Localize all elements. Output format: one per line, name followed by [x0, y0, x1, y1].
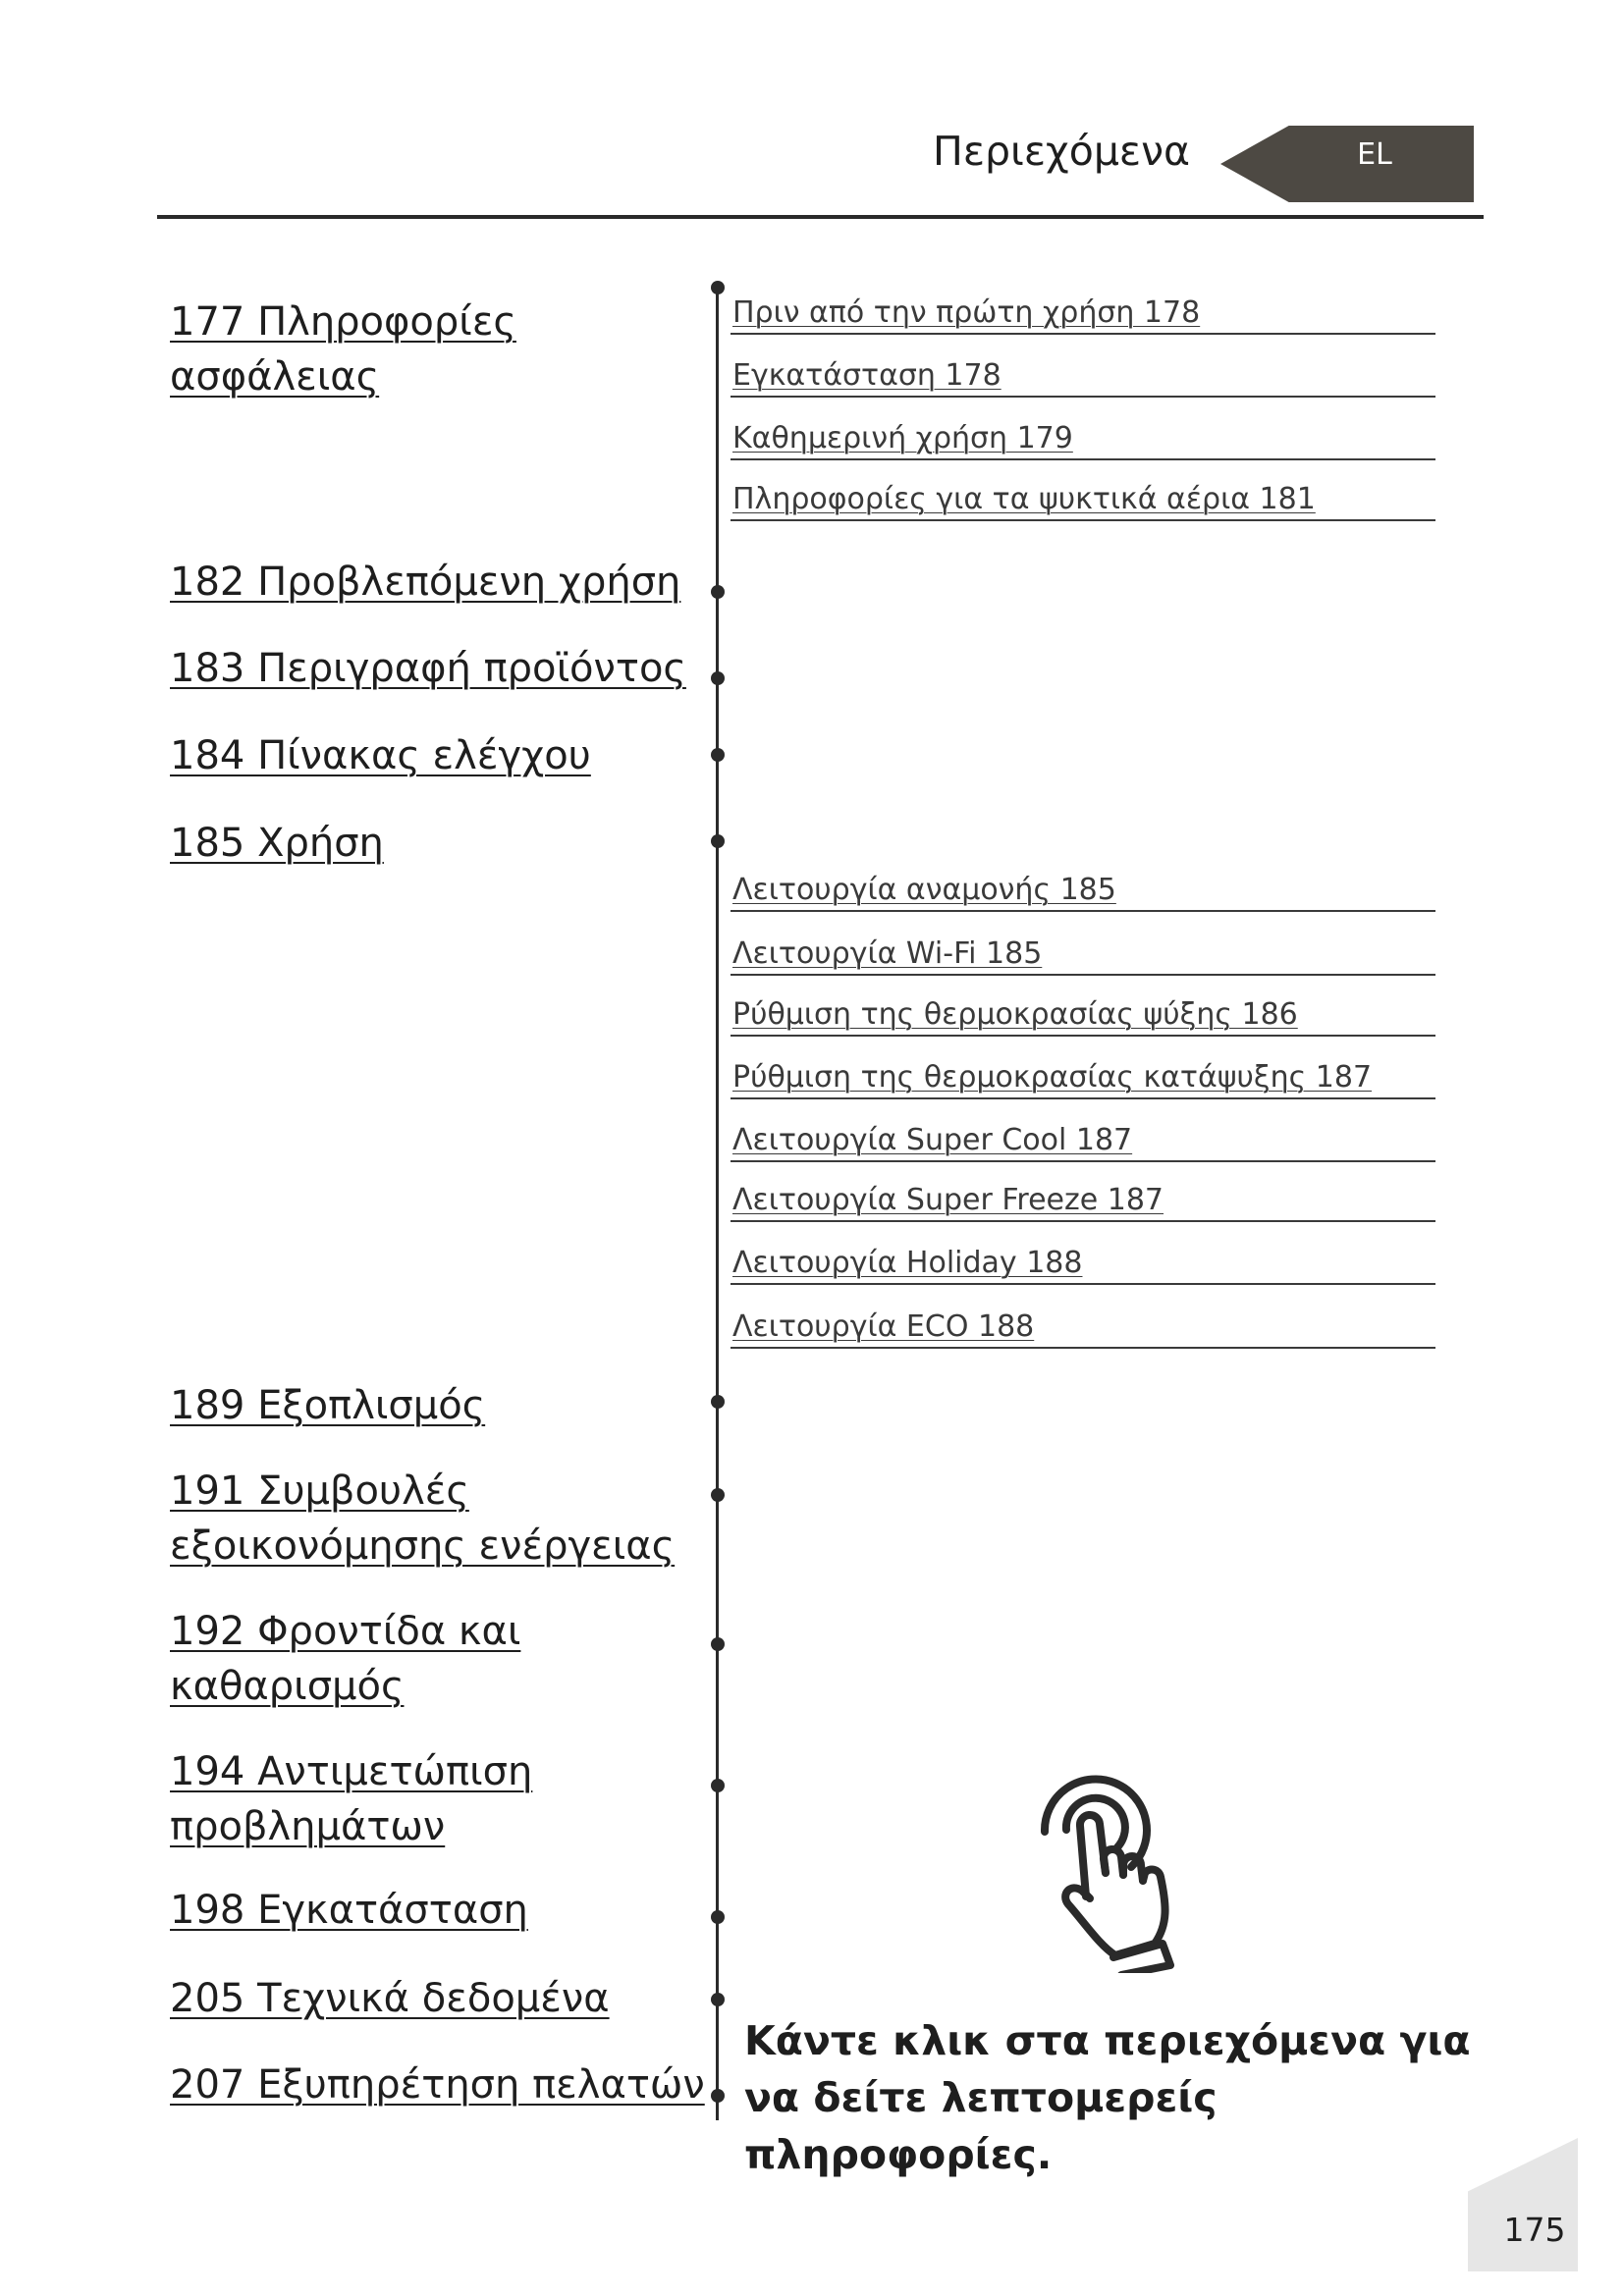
timeline-dot: [711, 1993, 725, 2006]
toc-sub-label: Καθημερινή χρήση 179: [732, 421, 1073, 455]
toc-link-customer-service[interactable]: 207 Εξυπηρέτηση πελατών: [170, 2062, 705, 2108]
toc-sub-label: Πληροφορίες για τα ψυκτικά αέρια 181: [732, 482, 1316, 516]
hint-text: Κάντε κλικ στα περιεχόμενα για να δείτε λεπτομερείς πληροφορίες.: [744, 2017, 1471, 2178]
toc-sub-label: Ρύθμιση της θερμοκρασίας ψύξης 186: [732, 997, 1298, 1032]
language-label: EL: [1357, 137, 1392, 172]
timeline-dot: [711, 1395, 725, 1409]
toc-sub-label: Πριν από την πρώτη χρήση 178: [732, 295, 1201, 330]
toc-sub-label: Ρύθμιση της θερμοκρασίας κατάψυξης 187: [732, 1060, 1373, 1095]
toc-sub-label: Λειτουργία αναμονής 185: [732, 873, 1116, 907]
timeline-dot: [711, 834, 725, 848]
toc-sub-link[interactable]: [731, 419, 1435, 460]
timeline-dot: [711, 585, 725, 599]
timeline-dot: [711, 1488, 725, 1502]
header-divider: [157, 215, 1484, 219]
toc-sub-link[interactable]: [731, 1181, 1435, 1222]
toc-link-intended-use[interactable]: 182 Προβλεπόμενη χρήση: [170, 560, 681, 605]
timeline-dot: [711, 1910, 725, 1924]
toc-link-energy-saving-tips[interactable]: 191 Συμβουλές εξοικονόμησης ενέργειας: [170, 1468, 676, 1569]
toc-link-control-panel[interactable]: 184 Πίνακας ελέγχου: [170, 733, 591, 778]
toc-link-use[interactable]: 185 Χρήση: [170, 821, 384, 866]
timeline-dot: [711, 2089, 725, 2103]
timeline-dot: [711, 281, 725, 294]
toc-sub-link[interactable]: [731, 1121, 1435, 1162]
timeline-dot: [711, 1637, 725, 1651]
toc-sub-link[interactable]: [731, 1308, 1435, 1349]
toc-link-installation[interactable]: 198 Εγκατάσταση: [170, 1888, 528, 1933]
toc-link-equipment[interactable]: 189 Εξοπλισμός: [170, 1383, 486, 1428]
toc-sub-link[interactable]: [731, 1058, 1435, 1099]
toc-link-care-and-cleaning[interactable]: 192 Φροντίδα και καθαρισμός: [170, 1609, 521, 1709]
toc-sub-label: Λειτουργία Wi-Fi 185: [732, 936, 1043, 971]
timeline-dot: [711, 1779, 725, 1792]
hand-tap-icon: [1011, 1757, 1227, 1973]
timeline-dot: [711, 748, 725, 762]
toc-sub-label: Λειτουργία Holiday 188: [732, 1246, 1083, 1280]
toc-link-technical-data[interactable]: 205 Τεχνικά δεδομένα: [170, 1976, 610, 2021]
toc-sub-link[interactable]: [731, 356, 1435, 398]
page-title: Περιεχόμενα: [933, 128, 1190, 175]
toc-link-safety-information[interactable]: 177 Πληροφορίες ασφάλειας: [170, 299, 516, 400]
toc-sub-link[interactable]: [731, 995, 1435, 1037]
toc-sub-label: Λειτουργία ECO 188: [732, 1309, 1035, 1344]
toc-sub-link[interactable]: [731, 934, 1435, 976]
toc-sub-label: Εγκατάσταση 178: [732, 358, 1001, 393]
toc-sub-link[interactable]: [731, 871, 1435, 912]
toc-sub-link[interactable]: [731, 480, 1435, 521]
toc-timeline: [716, 285, 719, 2120]
toc-link-troubleshooting[interactable]: 194 Αντιμετώπιση προβλημάτων: [170, 1749, 533, 1849]
timeline-dot: [711, 671, 725, 685]
page-number: 175: [1503, 2211, 1566, 2249]
toc-sub-link[interactable]: [731, 1244, 1435, 1285]
toc-sub-label: Λειτουργία Super Cool 187: [732, 1123, 1133, 1157]
toc-sub-label: Λειτουργία Super Freeze 187: [732, 1183, 1164, 1217]
toc-link-product-description[interactable]: 183 Περιγραφή προϊόντος: [170, 646, 686, 691]
toc-sub-link[interactable]: [731, 294, 1435, 335]
